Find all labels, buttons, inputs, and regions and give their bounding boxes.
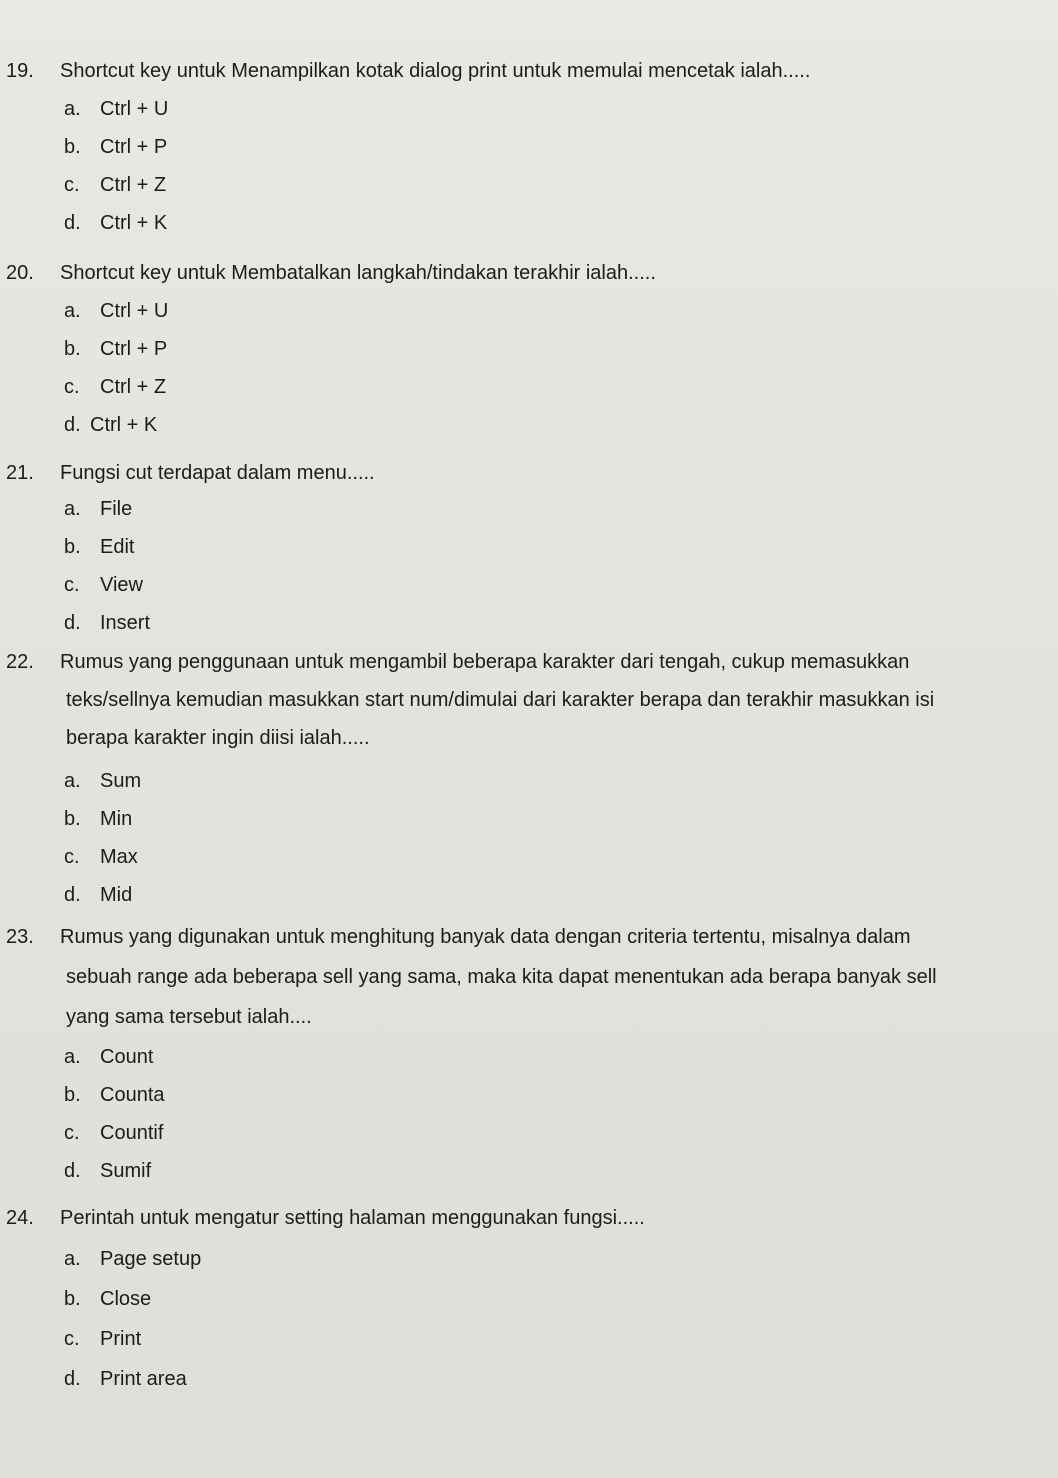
- option-text: Sum: [100, 770, 142, 792]
- option-text: Count: [100, 1046, 154, 1068]
- option-letter: c.: [64, 846, 80, 868]
- option-b[interactable]: [64, 1076, 564, 1114]
- option-letter: c.: [64, 376, 80, 398]
- option-letter: d.: [64, 1368, 81, 1390]
- option-letter: d.: [64, 884, 81, 906]
- option-list: [64, 1239, 564, 1399]
- option-letter: d.: [64, 212, 81, 234]
- option-list: [64, 762, 564, 914]
- option-letter: b.: [64, 1288, 81, 1310]
- option-letter: c.: [64, 1328, 80, 1350]
- option-c[interactable]: [64, 838, 564, 876]
- option-b[interactable]: [64, 128, 564, 166]
- question-text: Fungsi cut terdapat dalam menu.....: [60, 462, 375, 484]
- option-text: Min: [100, 808, 133, 830]
- option-letter: a.: [64, 1248, 81, 1270]
- option-text: Edit: [100, 536, 135, 558]
- question-number: 19.: [6, 60, 34, 82]
- option-letter: a.: [64, 498, 81, 520]
- question-text-line-2: sebuah range ada beberapa sell yang sama, maka kita dapat menentukan ada berapa banyak sell: [66, 966, 937, 988]
- option-list: [64, 490, 564, 642]
- question-text-line-3: berapa karakter ingin diisi ialah.....: [66, 727, 370, 749]
- option-letter: b.: [64, 338, 81, 360]
- option-d[interactable]: [64, 204, 564, 242]
- option-d[interactable]: [64, 406, 564, 444]
- question-text-line-1: Rumus yang digunakan untuk menghitung banyak data dengan criteria tertentu, misalnya dalam: [60, 926, 911, 948]
- option-a[interactable]: [64, 762, 564, 800]
- option-b[interactable]: [64, 528, 564, 566]
- option-a[interactable]: [64, 1038, 564, 1076]
- option-text: Ctrl + Z: [100, 376, 167, 398]
- option-b[interactable]: [64, 800, 564, 838]
- option-letter: d.: [64, 612, 81, 634]
- option-b[interactable]: [64, 330, 564, 368]
- option-letter: b.: [64, 808, 81, 830]
- option-d[interactable]: [64, 604, 564, 642]
- option-list: [64, 1038, 564, 1190]
- option-letter: a.: [64, 300, 81, 322]
- option-text: Max: [100, 846, 138, 868]
- option-a[interactable]: [64, 1239, 564, 1279]
- option-text: Mid: [100, 884, 133, 906]
- option-c[interactable]: [64, 1319, 564, 1359]
- option-text: File: [100, 498, 133, 520]
- option-letter: d.: [64, 414, 81, 436]
- option-text: Page setup: [100, 1248, 202, 1270]
- option-d[interactable]: [64, 876, 564, 914]
- question-text-line-1: Rumus yang penggunaan untuk mengambil beberapa karakter dari tengah, cukup memasukkan: [60, 651, 910, 673]
- option-text: Ctrl + K: [100, 212, 168, 234]
- option-text: Ctrl + P: [100, 338, 168, 360]
- option-letter: a.: [64, 1046, 81, 1068]
- question-text: Shortcut key untuk Membatalkan langkah/tindakan terakhir ialah.....: [60, 262, 656, 284]
- question-text: Perintah untuk mengatur setting halaman menggunakan fungsi.....: [60, 1207, 645, 1229]
- question-number: 24.: [6, 1207, 34, 1229]
- option-text: Print: [100, 1328, 142, 1350]
- question-text: Shortcut key untuk Menampilkan kotak dialog print untuk memulai mencetak ialah.....: [60, 60, 811, 82]
- option-letter: b.: [64, 1084, 81, 1106]
- option-a[interactable]: [64, 490, 564, 528]
- option-c[interactable]: [64, 166, 564, 204]
- question-text-line-3: yang sama tersebut ialah....: [66, 1006, 312, 1028]
- option-letter: a.: [64, 770, 81, 792]
- option-a[interactable]: [64, 90, 564, 128]
- option-text: Ctrl + K: [90, 414, 158, 436]
- option-text: Insert: [100, 612, 151, 634]
- option-letter: d.: [64, 1160, 81, 1182]
- option-letter: c.: [64, 174, 80, 196]
- option-letter: c.: [64, 1122, 80, 1144]
- option-text: View: [100, 574, 143, 596]
- option-d[interactable]: [64, 1152, 564, 1190]
- option-letter: c.: [64, 574, 80, 596]
- question-number: 23.: [6, 926, 34, 948]
- option-text: Ctrl + Z: [100, 174, 167, 196]
- option-text: Print area: [100, 1368, 187, 1390]
- question-number: 20.: [6, 262, 34, 284]
- option-text: Sumif: [100, 1160, 152, 1182]
- question-number: 22.: [6, 651, 34, 673]
- option-text: Close: [100, 1288, 152, 1310]
- option-letter: b.: [64, 536, 81, 558]
- question-number: 21.: [6, 462, 34, 484]
- option-text: Counta: [100, 1084, 165, 1106]
- option-list: [64, 90, 564, 242]
- option-d[interactable]: [64, 1359, 564, 1399]
- option-a[interactable]: [64, 292, 564, 330]
- option-letter: b.: [64, 136, 81, 158]
- option-list: [64, 292, 564, 444]
- option-letter: a.: [64, 98, 81, 120]
- option-c[interactable]: [64, 566, 564, 604]
- option-b[interactable]: [64, 1279, 564, 1319]
- question-text-line-2: teks/sellnya kemudian masukkan start num/dimulai dari karakter berapa dan terakhir masukkan isi: [66, 689, 935, 711]
- option-text: Countif: [100, 1122, 164, 1144]
- option-text: Ctrl + U: [100, 98, 169, 120]
- option-text: Ctrl + P: [100, 136, 168, 158]
- option-text: Ctrl + U: [100, 300, 169, 322]
- option-c[interactable]: [64, 1114, 564, 1152]
- option-c[interactable]: [64, 368, 564, 406]
